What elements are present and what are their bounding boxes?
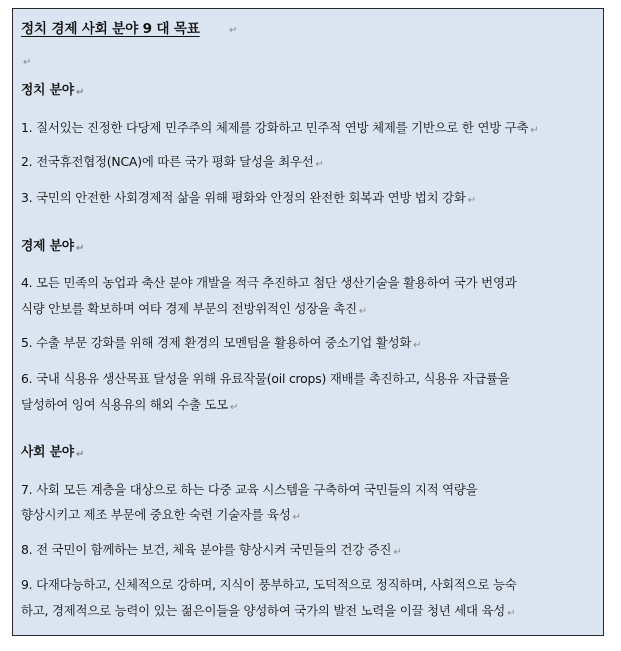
goal-item-1: 1. 질서있는 진정한 다당제 민주주의 체제를 강화하고 민주적 연방 체제를 기반으로 한 연방 구축 ↵	[21, 120, 539, 136]
paragraph-mark-icon: ↵	[23, 57, 32, 68]
paragraph-mark-icon: ↵	[315, 159, 324, 170]
paragraph-mark-icon: ↵	[230, 402, 239, 413]
goal-item-6-line-2: 달성하여 잉여 식용유의 해외 수출 도모 ↵	[21, 397, 239, 413]
goal-item-9-line-1: 9. 다재다능하고, 신체적으로 강하며, 지식이 풍부하고, 도덕적으로 정직하며, 사회적으로 능숙	[21, 577, 517, 592]
section-heading-politics: 정치 분야 ↵	[21, 83, 85, 98]
goal-item-7-line-2: 향상시키고 제조 부문에 중요한 숙련 기술자를 육성 ↵	[21, 507, 301, 523]
paragraph-mark-icon: ↵	[292, 512, 301, 523]
document-title: 정치 경제 사회 분야 9 대 목표	[21, 21, 200, 37]
section-heading-society: 사회 분야 ↵	[21, 445, 85, 460]
paragraph-mark-icon: ↵	[229, 25, 238, 36]
paragraph-mark-icon: ↵	[75, 449, 85, 460]
paragraph-mark-icon: ↵	[467, 195, 476, 206]
paragraph-mark-icon: ↵	[530, 125, 539, 136]
paragraph-mark-icon: ↵	[75, 87, 85, 98]
goal-item-7-line-1: 7. 사회 모든 계층을 대상으로 하는 다중 교육 시스템을 구축하여 국민들의 지적 역량을	[21, 482, 478, 497]
goal-item-4-line-1: 4. 모든 민족의 농업과 축산 분야 개발을 적극 추진하고 첨단 생산기술을 활용하여 국가 번영과	[21, 275, 517, 290]
goal-item-5: 5. 수출 부문 강화를 위해 경제 환경의 모멘텀을 활용하여 중소기업 활성화 ↵	[21, 335, 422, 351]
paragraph-mark-icon: ↵	[358, 306, 368, 317]
goal-item-9-line-2: 하고, 경제적으로 능력이 있는 젊은이들을 양성하여 국가의 발전 노력을 이끌 청년 세대 육성 ↵	[21, 603, 516, 619]
empty-paragraph	[21, 52, 31, 71]
section-heading-economy: 경제 분야 ↵	[21, 239, 85, 254]
goal-item-2: 2. 전국휴전협정(NCA)에 따른 국가 평화 달성을 최우선 ↵	[21, 154, 324, 170]
document-panel	[12, 8, 604, 636]
paragraph-mark-icon: ↵	[413, 340, 422, 351]
paragraph-mark-icon: ↵	[507, 608, 516, 619]
goal-item-3: 3. 국민의 안전한 사회경제적 삶을 위해 평화와 안정의 완전한 회복과 연방 법치 강화 ↵	[21, 190, 476, 206]
goal-item-8: 8. 전 국민이 함께하는 보건, 체육 분야를 향상시켜 국민들의 건강 증진 ↵	[21, 542, 402, 558]
paragraph-mark-icon: ↵	[75, 243, 85, 254]
goal-item-4-line-2: 식량 안보를 확보하며 여타 경제 부문의 전방위적인 성장을 촉진 ↵	[21, 301, 368, 317]
goal-item-6-line-1: 6. 국내 식용유 생산목표 달성을 위해 유료작물(oil crops) 재배를 촉진하고, 식용유 자급률을	[21, 371, 510, 386]
paragraph-mark-icon: ↵	[393, 547, 402, 558]
